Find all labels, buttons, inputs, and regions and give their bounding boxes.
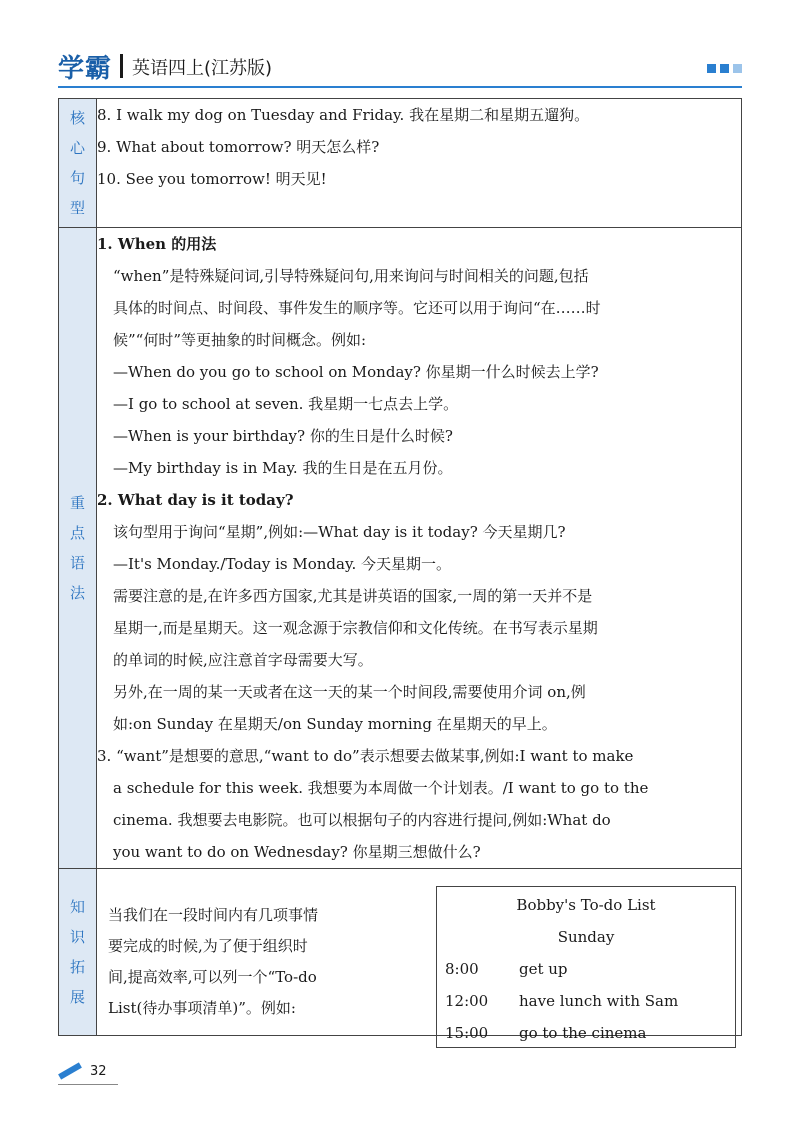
todo-title: Bobby's To-do List [516,896,656,914]
grammar-line: 另外,在一周的某一天或者在这一天的某一个时间段,需要使用介词 on,例 [113,683,586,701]
grammar-line: 具体的时间点、时间段、事件发生的顺序等。它还可以用于询问“在……时 [113,299,601,317]
knowledge-extension-label: 知 识 拓 展 [59,869,97,1036]
grammar-heading: 2. What day is it today? [97,491,294,509]
grammar-heading: 1. When 的用法 [97,235,217,253]
key-grammar [97,228,742,869]
grammar-line: you want to do on Wednesday? 你星期三想做什么? [113,843,481,861]
page-number: 32 [90,1064,107,1079]
grammar-line: cinema. 我想要去电影院。也可以根据句子的内容进行提问,例如:What do [113,811,611,829]
todo-row: 15:00 go to the cinema [445,1024,647,1042]
core-sentences [97,99,742,228]
grammar-line: 候”“何时”等更抽象的时间概念。例如: [113,331,367,349]
grammar-line: a schedule for this week. 我想要为本周做一个计划表。/I want to go to the [113,779,649,797]
todo-row: 8:00 get up [445,960,568,978]
core-line: 10. See you tomorrow! 明天见! [97,170,327,188]
grammar-line: —When do you go to school on Monday? 你星期一什么时候去上学? [113,363,599,381]
book-title: 英语四上(江苏版) [132,58,273,79]
grammar-line: 3. “want”是想要的意思,“want to do”表示想要去做某事,例如:I want to make [97,747,634,765]
grammar-line: —It's Monday./Today is Monday. 今天星期一。 [113,555,451,573]
core-sentences-label: 核 心 句 型 [59,99,97,228]
grammar-line: “when”是特殊疑问词,引导特殊疑问句,用来询问与时间相关的问题,包括 [113,267,589,285]
pencil-icon [58,1062,82,1079]
key-grammar-label: 重 点 语 法 [59,228,97,869]
header-rule [58,86,742,88]
grammar-line: 该句型用于询问“星期”,例如:—What day is it today? 今天星期几? [113,523,566,541]
todo-list-box [436,886,736,1048]
extension-text: 当我们在一段时间内有几项事情 要完成的时候,为了便于组织时 间,提高效率,可以列一个“To-do List(待办事项清单)”。例如: [108,906,319,1017]
todo-day: Sunday [557,928,615,946]
grammar-line: —My birthday is in May. 我的生日是在五月份。 [113,459,453,477]
grammar-line: 的单词的时候,应注意首字母需要大写。 [113,651,373,669]
footer-rule [58,1084,118,1085]
header-decoration [707,64,742,73]
page-header [58,48,742,84]
logo-divider [120,54,123,78]
core-line: 9. What about tomorrow? 明天怎么样? [97,138,380,156]
grammar-line: —I go to school at seven. 我星期一七点去上学。 [113,395,459,413]
todo-row: 12:00 have lunch with Sam [445,992,679,1010]
page-footer [58,1064,118,1086]
grammar-line: 星期一,而是星期天。这一观念源于宗教信仰和文化传统。在书写表示星期 [113,619,598,637]
grammar-line: 需要注意的是,在许多西方国家,尤其是讲英语的国家,一周的第一天并不是 [113,587,593,605]
core-line: 8. I walk my dog on Tuesday and Friday. 我在星期二和星期五遛狗。 [97,106,590,124]
brand-logo: 学霸 [58,54,113,84]
grammar-line: —When is your birthday? 你的生日是什么时候? [113,427,453,445]
grammar-line: 如:on Sunday 在星期天/on Sunday morning 在星期天的早上。 [113,715,557,733]
